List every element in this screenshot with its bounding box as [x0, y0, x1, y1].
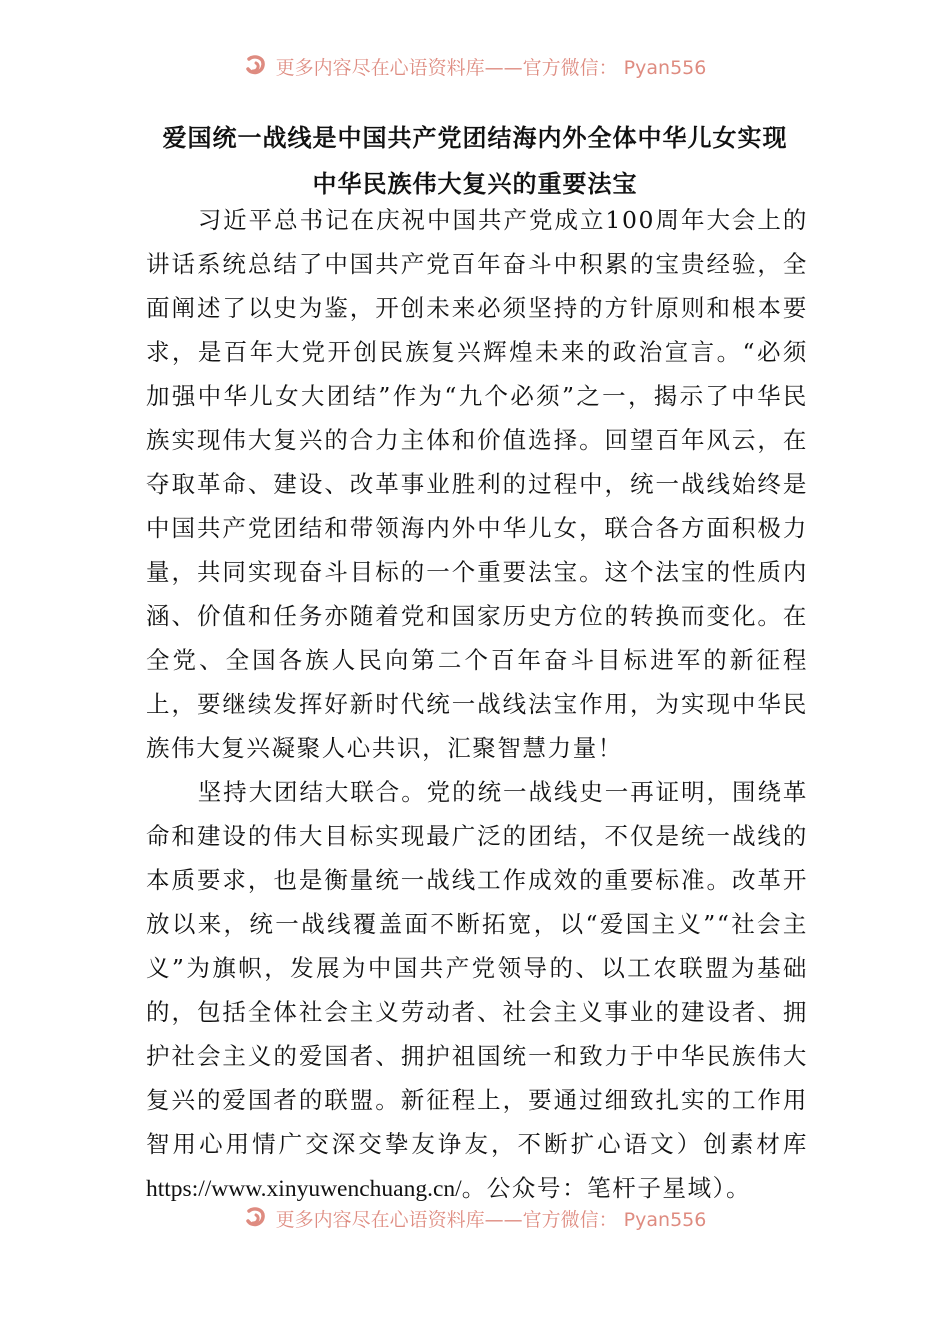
paragraph-2-text: 坚持大团结大联合。党的统一战线史一再证明，围绕革命和建设的伟大目标实现最广泛的团结，不仅是统一战线的本质要求，也是衡量统一战线工作成效的重要标准。改革开放以来，统一战线覆盖面不断拓宽，以“爱国主义”“社会主义”为旗帜，发展为中国共产党领导的、以工农联盟为基础的，包括全体社会主义劳动者、社会主义事业的建设者、拥护社会主义的爱国者、拥护祖国统一和致力于中华民族伟大复兴的爱国者的联盟。新征程上，要通过细致扎实的工作用智用心用情广交深交挚友诤友，不断扩心语文）创素材库: [146, 778, 808, 1158]
document-title-line-2: 中华民族伟大复兴的重要法宝: [312, 170, 638, 198]
document-title-line-1: 爱国统一战线是中国共产党团结海内外全体中华儿女实现: [162, 124, 788, 152]
watermark-text: 更多内容尽在心语资料库——官方微信： Pyan556: [275, 1208, 707, 1231]
paragraph-1: 习近平总书记在庆祝中国共产党成立100周年大会上的讲话系统总结了中国共产党百年奋斗中积累的宝贵经验，全面阐述了以史为鉴，开创未来必须坚持的方针原则和根本要求，是百年大党开创民族复兴辉煌未来的政治宣言。“必须加强中华儿女大团结”作为“九个必须”之一，揭示了中华民族实现伟大复兴的合力主体和价值选择。回望百年风云，在夺取革命、建设、改革事业胜利的过程中，统一战线始终是中国共产党团结和带领海内外中华儿女，联合各方面积极力量，共同实现奋斗目标的一个重要法宝。这个法宝的性质内涵、价值和任务亦随着党和国家历史方位的转换而变化。在全党、全国各族人民向第二个百年奋斗目标进军的新征程上，要继续发挥好新时代统一战线法宝作用，为实现中华民族伟大复兴凝聚人心共识，汇聚智慧力量！: [146, 206, 808, 762]
watermark-text: 更多内容尽在心语资料库——官方微信： Pyan556: [275, 56, 707, 79]
watermark-footer: [0, 1207, 950, 1237]
paragraph-2: [146, 770, 808, 1211]
paragraph-2-tail: 。公众号：笔杆子星域）。: [461, 1174, 752, 1202]
document-body: [146, 198, 808, 1211]
logo-icon: [244, 1207, 270, 1231]
logo-icon: [244, 55, 270, 79]
source-url: https://www.xinyuwenchuang.cn/: [146, 1176, 462, 1202]
watermark-header: [0, 55, 950, 85]
